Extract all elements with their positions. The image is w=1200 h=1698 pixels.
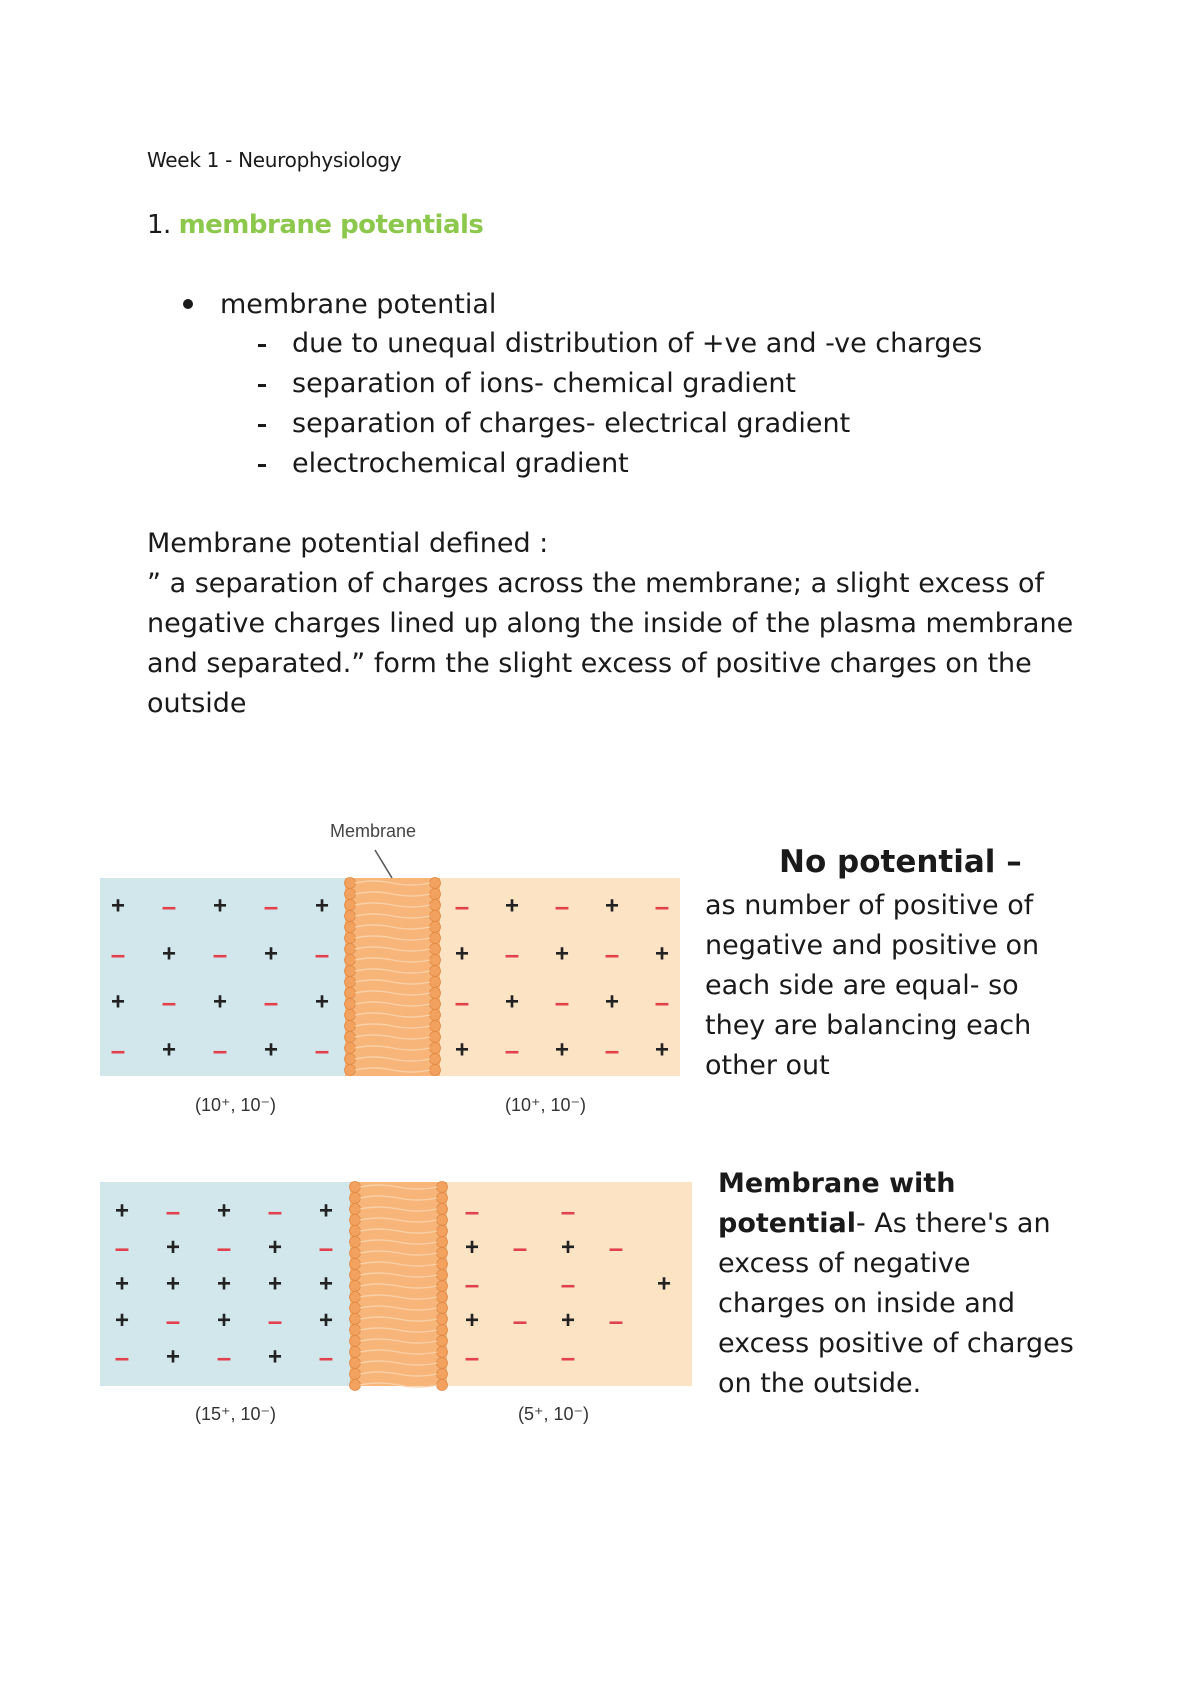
phospholipid-head [350, 1270, 361, 1281]
phospholipid-head [350, 1303, 361, 1314]
phospholipid-head [350, 1237, 361, 1248]
positive-charge: + [161, 940, 177, 968]
caption-line: charges on inside and [718, 1288, 1016, 1319]
definition-line: ” a separation of charges across the membrane; a slight excess of [147, 568, 1045, 599]
negative-charge: – [464, 1269, 480, 1299]
caption-bold-word: potential [718, 1208, 856, 1239]
phospholipid-head [430, 889, 441, 900]
phospholipid-head [430, 977, 441, 988]
section-title: membrane potentials [178, 210, 484, 240]
positive-charge: + [110, 988, 126, 1016]
phospholipid-head [345, 900, 356, 911]
phospholipid-head [437, 1292, 448, 1303]
positive-charge: + [654, 940, 670, 968]
phospholipid-head [350, 1215, 361, 1226]
positive-charge: + [212, 892, 228, 920]
phospholipid-head [350, 1292, 361, 1303]
phospholipid-head [345, 911, 356, 922]
phospholipid-head [350, 1182, 361, 1193]
positive-charge: + [560, 1307, 576, 1334]
phospholipid-head [437, 1259, 448, 1270]
phospholipid-head [437, 1193, 448, 1204]
positive-charge: + [212, 988, 228, 1016]
phospholipid-head [345, 1032, 356, 1043]
positive-charge: + [216, 1270, 232, 1298]
negative-charge: – [114, 1232, 130, 1263]
phospholipid-head [437, 1237, 448, 1248]
positive-charge: + [554, 940, 570, 968]
phospholipid-head [345, 988, 356, 999]
phospholipid-head [437, 1226, 448, 1237]
definition-line: negative charges lined up along the inside of the plasma membrane [147, 608, 1074, 639]
negative-charge: – [165, 1305, 181, 1336]
phospholipid-head [345, 1054, 356, 1065]
negative-charge: – [512, 1232, 528, 1263]
negative-charge: – [263, 987, 279, 1017]
negative-charge: – [267, 1305, 283, 1336]
negative-charge: – [504, 939, 520, 969]
positive-charge: + [318, 1270, 334, 1298]
phospholipid-head [345, 944, 356, 955]
positive-charge: + [267, 1270, 283, 1298]
positive-charge: + [654, 1036, 670, 1064]
phospholipid-head [350, 1281, 361, 1292]
phospholipid-head [430, 966, 441, 977]
negative-charge: – [608, 1305, 624, 1336]
negative-charge: – [318, 1342, 334, 1372]
negative-charge: – [464, 1342, 480, 1372]
phospholipid-head [437, 1270, 448, 1281]
right-ion-count: (5⁺, 10⁻) [518, 1404, 590, 1424]
phospholipid-head [350, 1325, 361, 1336]
phospholipid-head [437, 1369, 448, 1380]
negative-charge: – [110, 939, 126, 969]
positive-charge: + [314, 988, 330, 1016]
negative-charge: – [454, 891, 470, 921]
negative-charge: – [504, 1035, 520, 1065]
phospholipid-head [437, 1314, 448, 1325]
caption-rest: - As there's an [855, 1208, 1051, 1239]
phospholipid-head [430, 1032, 441, 1043]
negative-charge: – [318, 1232, 334, 1263]
no-potential-title: No potential – [779, 844, 1022, 880]
phospholipid-head [430, 988, 441, 999]
positive-charge: + [216, 1197, 232, 1225]
negative-charge: – [554, 987, 570, 1017]
negative-charge: – [161, 987, 177, 1017]
figure-with-potential [100, 1182, 692, 1425]
section-number: 1. [147, 210, 171, 240]
phospholipid-head [350, 1259, 361, 1270]
negative-charge: – [560, 1196, 576, 1226]
phospholipid-head [437, 1182, 448, 1193]
negative-charge: – [608, 1232, 624, 1263]
phospholipid-head [430, 922, 441, 933]
phospholipid-head [430, 911, 441, 922]
phospholipid-head [430, 1010, 441, 1021]
phospholipid-head [345, 878, 356, 889]
negative-charge: – [454, 987, 470, 1017]
positive-charge: + [165, 1234, 181, 1261]
lipid-bilayer [350, 1182, 448, 1391]
negative-charge: – [267, 1196, 283, 1226]
phospholipid-head [345, 999, 356, 1010]
phospholipid-head [345, 1043, 356, 1054]
negative-charge: – [314, 939, 330, 969]
phospholipid-head [345, 1021, 356, 1032]
positive-charge: + [504, 988, 520, 1016]
positive-charge: + [454, 1036, 470, 1064]
left-ion-count: (15⁺, 10⁻) [195, 1404, 277, 1424]
negative-charge: – [604, 1035, 620, 1065]
phospholipid-head [437, 1215, 448, 1226]
positive-charge: + [464, 1234, 480, 1261]
caption-line: they are balancing each [705, 1010, 1032, 1041]
positive-charge: + [504, 892, 520, 920]
right-ion-count: (10⁺, 10⁻) [505, 1095, 587, 1115]
negative-charge: – [654, 891, 670, 921]
negative-charge: – [464, 1196, 480, 1226]
negative-charge: – [110, 1035, 126, 1065]
negative-charge: – [165, 1196, 181, 1226]
negative-charge: – [512, 1305, 528, 1336]
phospholipid-head [350, 1204, 361, 1215]
caption-line: other out [705, 1050, 830, 1081]
negative-charge: – [554, 891, 570, 921]
phospholipid-head [345, 922, 356, 933]
negative-charge: – [560, 1269, 576, 1299]
phospholipid-head [430, 1065, 441, 1076]
phospholipid-head [437, 1303, 448, 1314]
negative-charge: – [604, 939, 620, 969]
phospholipid-head [345, 889, 356, 900]
phospholipid-head [350, 1193, 361, 1204]
negative-charge: – [161, 891, 177, 921]
positive-charge: + [110, 892, 126, 920]
positive-charge: + [314, 892, 330, 920]
phospholipid-head [345, 1065, 356, 1076]
phospholipid-head [350, 1336, 361, 1347]
positive-charge: + [216, 1307, 232, 1334]
positive-charge: + [604, 892, 620, 920]
negative-charge: – [212, 1035, 228, 1065]
positive-charge: + [454, 940, 470, 968]
phospholipid-head [350, 1314, 361, 1325]
phospholipid-head [350, 1248, 361, 1259]
caption-line: as number of positive of [705, 890, 1034, 921]
negative-charge: – [560, 1342, 576, 1372]
phospholipid-head [430, 944, 441, 955]
positive-charge: + [263, 940, 279, 968]
phospholipid-head [345, 933, 356, 944]
negative-charge: – [654, 987, 670, 1017]
definition-line: outside [147, 688, 247, 719]
caption-line: negative and positive on [705, 930, 1040, 961]
caption-line: excess positive of charges [718, 1328, 1074, 1359]
positive-charge: + [165, 1343, 181, 1371]
phospholipid-head [430, 878, 441, 889]
page-week-title: Week 1 - Neurophysiology [147, 148, 402, 172]
phospholipid-head [430, 1043, 441, 1054]
caption-line: on the outside. [718, 1368, 922, 1399]
positive-charge: + [161, 1036, 177, 1064]
phospholipid-head [437, 1380, 448, 1391]
figure-no-potential [100, 821, 680, 1115]
phospholipid-head [350, 1380, 361, 1391]
phospholipid-head [437, 1248, 448, 1259]
negative-charge: – [216, 1232, 232, 1263]
phospholipid-head [430, 1054, 441, 1065]
phospholipid-head [437, 1204, 448, 1215]
phospholipid-head [437, 1325, 448, 1336]
left-ion-count: (10⁺, 10⁻) [195, 1095, 277, 1115]
caption-line: excess of negative [718, 1248, 971, 1279]
membrane-core [345, 878, 440, 1076]
bullet-item: membrane potential [220, 289, 497, 320]
phospholipid-head [350, 1226, 361, 1237]
negative-charge: – [212, 939, 228, 969]
phospholipid-head [350, 1347, 361, 1358]
positive-charge: + [656, 1270, 672, 1298]
phospholipid-head [430, 955, 441, 966]
positive-charge: + [114, 1307, 130, 1334]
membrane-label: Membrane [330, 821, 417, 841]
definition-line: and separated.” form the slight excess of positive charges on the [147, 648, 1032, 679]
positive-charge: + [560, 1234, 576, 1261]
phospholipid-head [345, 977, 356, 988]
positive-charge: + [554, 1036, 570, 1064]
phospholipid-head [430, 933, 441, 944]
phospholipid-head [437, 1347, 448, 1358]
positive-charge: + [267, 1343, 283, 1371]
caption-line [718, 1208, 1051, 1239]
negative-charge: – [216, 1342, 232, 1372]
phospholipid-head [437, 1281, 448, 1292]
negative-charge: – [314, 1035, 330, 1065]
with-potential-title: Membrane with [718, 1168, 956, 1199]
membrane-core [350, 1182, 447, 1386]
phospholipid-head [437, 1336, 448, 1347]
positive-charge: + [114, 1197, 130, 1225]
phospholipid-head [350, 1369, 361, 1380]
positive-charge: + [165, 1270, 181, 1298]
phospholipid-head [430, 900, 441, 911]
phospholipid-head [345, 955, 356, 966]
positive-charge: + [318, 1197, 334, 1225]
lipid-bilayer [345, 878, 441, 1077]
membrane-pointer-line [375, 850, 392, 878]
phospholipid-head [430, 1021, 441, 1032]
negative-charge: – [263, 891, 279, 921]
positive-charge: + [318, 1307, 334, 1334]
positive-charge: + [114, 1270, 130, 1298]
negative-charge: – [114, 1342, 130, 1372]
positive-charge: + [267, 1234, 283, 1261]
phospholipid-head [345, 1010, 356, 1021]
phospholipid-head [430, 999, 441, 1010]
positive-charge: + [604, 988, 620, 1016]
phospholipid-head [350, 1358, 361, 1369]
positive-charge: + [464, 1307, 480, 1334]
definition-heading: Membrane potential defined : [147, 528, 549, 559]
phospholipid-head [437, 1358, 448, 1369]
phospholipid-head [345, 966, 356, 977]
positive-charge: + [263, 1036, 279, 1064]
caption-line: each side are equal- so [705, 970, 1019, 1001]
